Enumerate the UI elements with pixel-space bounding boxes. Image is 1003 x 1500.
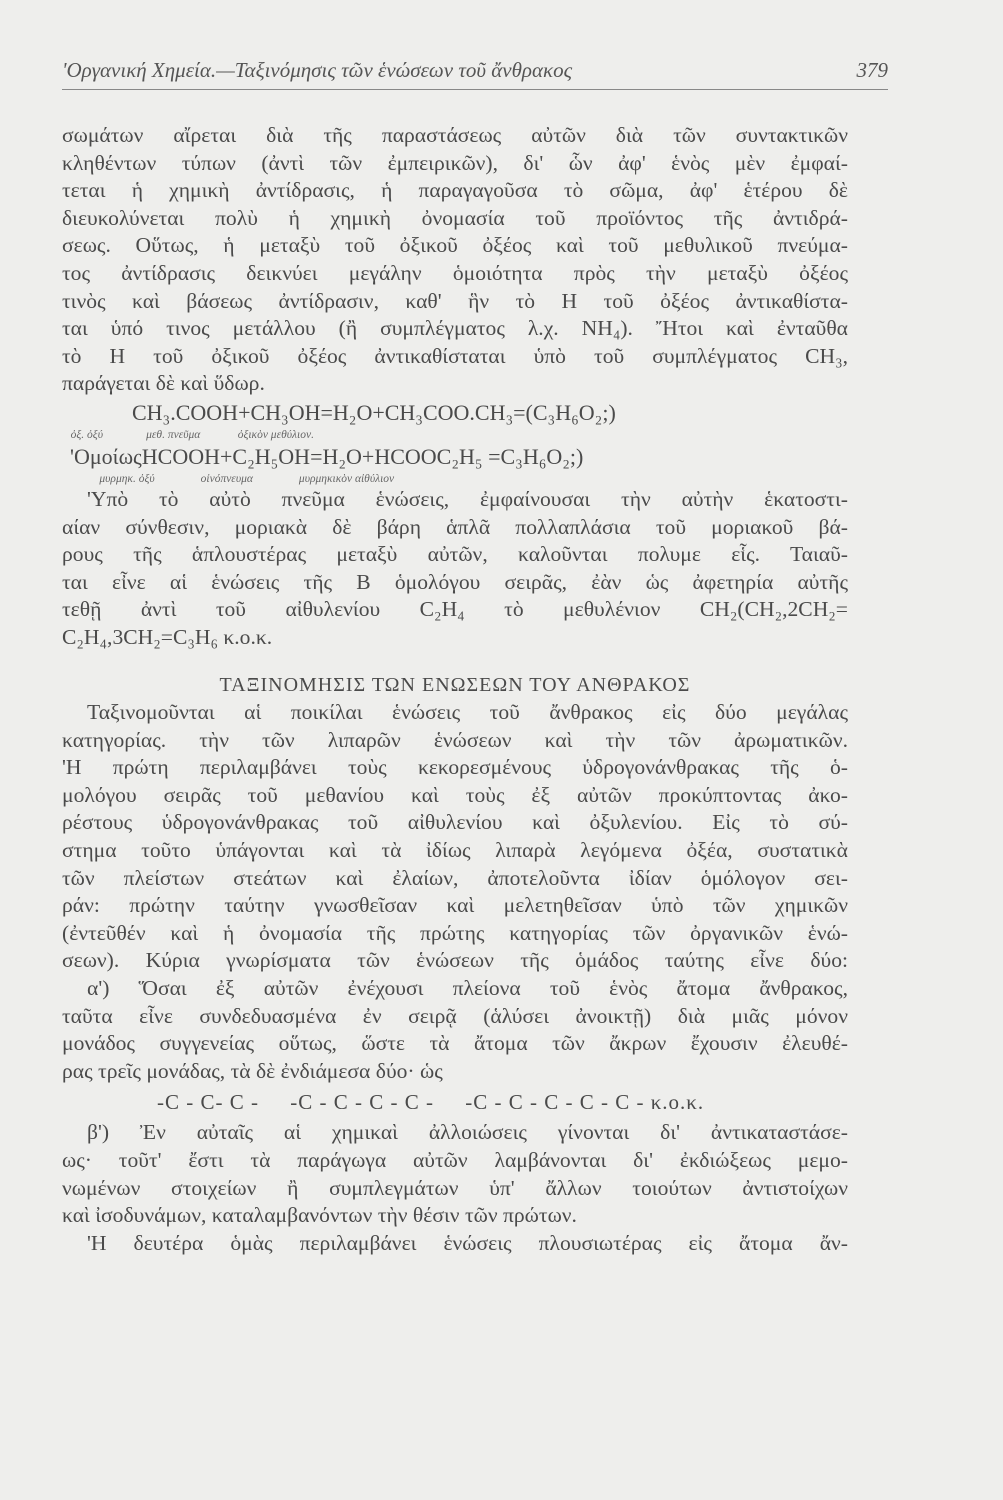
text-line: μολόγου σειρᾶς τοῦ μεθανίου καὶ τοὺς ἐξ αὐτῶν προκύπτοντας ἀκο-	[62, 782, 848, 807]
text-line: αίαν σύνθεσιν, μοριακὰ δὲ βάρη ἁπλᾶ πολλαπλάσια τοῦ μοριακοῦ βά-	[62, 514, 848, 539]
text-line: τινὸς καὶ βάσεως ἀντίδρασιν, καθ' ἣν τὸ Η τοῦ ὀξέος ἀντικαθίστα-	[62, 288, 848, 313]
section-heading: ΤΑΞΙΝΟΜΗΣΙΣ ΤΩΝ ΕΝΩΣΕΩΝ ΤΟΥ ΑΝΘΡΑΚΟΣ	[219, 673, 691, 696]
carbon-chain-diagrams: -C - C- C - -C - C - C - C - -C - C - C - C - C - κ.ο.κ.	[157, 1090, 705, 1115]
chemical-equation-2: 'ΟμοίωςHCOOH+C₂H₅OH=H₂O+HCOOC₂H₅ =C₃H₆O₂;)	[70, 443, 584, 469]
text-line: 'Η δευτέρα ὁμὰς περιλαμβάνει ἑνώσεις πλουσιωτέρας εἰς ἄτομα ἄν-	[87, 1230, 848, 1255]
text-line: σεων). Κύρια γνωρίσματα τῶν ἑνώσεων τῆς ὁμάδος ταύτης εἶνε δύο:	[62, 948, 848, 973]
text-line: στημα τοῦτο ὑπάγονται καὶ τὰ ἰδίως λιπαρὰ λεγόμενα ὀξέα, συστατικὰ	[62, 838, 848, 863]
text-line: ρας τρεῖς μονάδας, τὰ δὲ ἐνδιάμεσα δύο· ὡς	[62, 1058, 443, 1083]
text-line: C₂H₄,3CH₂=C₃H₆ κ.ο.κ.	[62, 624, 273, 649]
text-line: (ἐντεῦθέν καὶ ἡ ὀνομασία τῆς πρώτης κατηγορίας τῶν ὀργανικῶν ἑνώ-	[62, 920, 848, 945]
text-line: ταῦτα εἶνε συνδεδυασμένα ἐν σειρᾷ (ἁλύσει ἀνοικτῇ) διὰ μιᾶς μόνον	[62, 1003, 848, 1028]
text-line: καὶ ἰσοδυνάμων, καταλαμβανόντων τὴν θέσιν τῶν πρώτων.	[62, 1203, 577, 1228]
text-line: κατηγορίας. τὴν τῶν λιπαρῶν ἑνώσεων καὶ τὴν τῶν ἀρωματικῶν.	[62, 727, 848, 752]
text-line: Ταξινομοῦνται αἱ ποικίλαι ἑνώσεις τοῦ ἄνθρακος εἰς δύο μεγάλας	[87, 700, 848, 725]
page-number: 379	[856, 58, 888, 82]
text-line: ως· τοῦτ' ἔστι τὰ παράγωγα αὐτῶν λαμβάνονται δι' ἐκδιώξεως μεμο-	[62, 1148, 848, 1172]
text-line: ρέστους ὑδρογονάνθρακας τοῦ αἰθυλενίου καὶ ὀξυλενίου. Εἰς τὸ σύ-	[62, 810, 848, 835]
text-line: τεθῇ ἀντὶ τοῦ αἰθυλενίου C₂H₄ τὸ μεθυλένιον CH₂(CH₂,2CH₂=	[62, 597, 848, 622]
spacer	[62, 652, 848, 672]
text-line: ρους τῆς ἁπλουστέρας μεταξὺ αὐτῶν, καλοῦνται πολυμε εἷς. Ταιαῦ-	[62, 542, 848, 567]
text-line: τεται ἡ χημικὴ ἀντίδρασις, ἡ παραγαγοῦσα τὸ σῶμα, ἀφ' ἑτέρου δὲ	[62, 178, 848, 203]
equation-2-labels: μυρμηκ. ὀξύ οἰνόπνευμα μυρμηκικὸν αἰθύλιον	[62, 472, 395, 485]
text-line: 'Υπὸ τὸ αὐτὸ πνεῦμα ἑνώσεις, ἐμφαίνουσαι τὴν αὐτὴν ἑκατοστι-	[87, 486, 848, 511]
text-line: διευκολύνεται πολὺ ἡ χημικὴ ὀνομασία τοῦ προϊόντος τῆς ἀντιδρά-	[62, 205, 848, 230]
chemical-equation-1: CH₃.COOH+CH₃OH=H₂O+CH₃COO.CH₃=(C₃H₆O₂;)	[132, 399, 616, 425]
text-line: τῶν πλείστων στεάτων καὶ ἐλαίων, ἀποτελοῦντα ἰδίαν ὁμόλογον σει-	[62, 865, 848, 890]
text-line: μονάδος συγγενείας οὕτως, ὥστε τὰ ἄτομα τῶν ἄκρων ἔχουσιν ἐλευθέ-	[62, 1031, 848, 1056]
text-line: σωμάτων αἴρεται διὰ τῆς παραστάσεως αὐτῶν διὰ τῶν συντακτικῶν	[62, 123, 848, 147]
text-line: ται εἶνε αἱ ἑνώσεις τῆς Β ὁμολόγου σειρᾶς, ἐὰν ὡς ἀφετηρία αὐτῆς	[62, 569, 848, 594]
body-text	[62, 122, 848, 1257]
text-line: κληθέντων τύπων (ἀντὶ τῶν ἐμπειρικῶν), δι' ὧν ἀφ' ἑνὸς μὲν ἐμφαί-	[62, 150, 848, 175]
text-line: τος ἀντίδρασις δεικνύει μεγάλην ὁμοιότητα πρὸς τὴν μεταξὺ ὀξέος	[62, 260, 848, 285]
text-line: ράν: πρώτην ταύτην γνωσθεῖσαν καὶ μελετηθεῖσαν ὑπὸ τῶν χημικῶν	[62, 893, 848, 918]
text-line: παράγεται δὲ καὶ ὕδωρ.	[62, 371, 265, 396]
text-line: νωμένων στοιχείων ἢ συμπλεγμάτων ὑπ' ἄλλων τοιούτων ἀντιστοίχων	[62, 1175, 848, 1200]
text-line: τὸ Η τοῦ ὀξικοῦ ὀξέος ἀντικαθίσταται ὑπὸ τοῦ συμπλέγματος CH₃,	[62, 343, 848, 368]
text-line: σεως. Οὕτως, ἡ μεταξὺ τοῦ ὀξικοῦ ὀξέος καὶ τοῦ μεθυλικοῦ πνεύμα-	[62, 233, 848, 258]
running-header	[62, 58, 888, 90]
equation-1-labels: ὀξ. ὀξύ μεθ. πνεῦμα ὀξικὸν μεθύλιον.	[62, 428, 314, 441]
text-line: α') Ὅσαι ἐξ αὐτῶν ἐνέχουσι πλείονα τοῦ ἑνὸς ἄτομα ἄνθρακος,	[87, 976, 848, 1001]
text-line: 'Η πρώτη περιλαμβάνει τοὺς κεκορεσμένους ὑδρογονάνθρακας τῆς ὁ-	[62, 755, 848, 780]
text-line: β') Ἐν αὐταῖς αἱ χημικαὶ ἀλλοιώσεις γίνονται δι' ἀντικαταστάσε-	[87, 1120, 848, 1145]
text-line: ται ὑπό τινος μετάλλου (ἢ συμπλέγματος λ.χ. NH₄). Ἤτοι καὶ ἐνταῦθα	[62, 316, 848, 341]
header-title: 'Οργανική Χημεία.—Ταξινόμησις τῶν ἑνώσεων τοῦ ἄνθρακος	[62, 58, 573, 82]
